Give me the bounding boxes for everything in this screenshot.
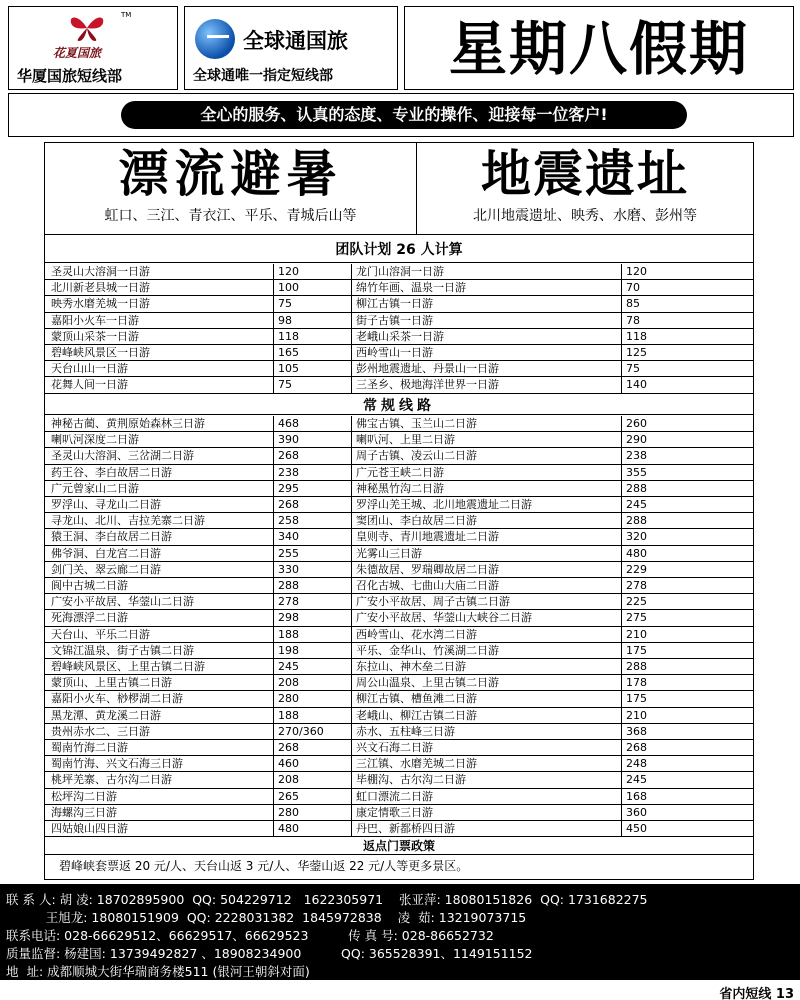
route-name-right: 赤水、五柱峰三日游 — [351, 724, 621, 739]
price-left: 480 — [273, 821, 351, 836]
price-right: 238 — [621, 448, 753, 463]
quanqiutong-caption: 全球通唯一指定短线部 — [193, 68, 333, 84]
price-right: 355 — [621, 465, 753, 480]
table-row — [45, 329, 753, 345]
route-name-left: 蜀南竹海二日游 — [51, 741, 128, 754]
table-row — [45, 513, 753, 529]
route-name-left: 天台山、平乐二日游 — [51, 627, 150, 641]
price-right: 288 — [621, 659, 753, 674]
route-name-left: 碧峰峡风景区一日游 — [51, 346, 150, 359]
route-name-right: 罗浮山羌王城、北川地震遗址二日游 — [351, 497, 621, 512]
price-left: 295 — [273, 481, 351, 496]
quanqiutong-logo-block — [184, 6, 398, 90]
route-name-right: 老峨山采茶一日游 — [351, 329, 621, 344]
route-name-left: 文锦江温泉、街子古镇二日游 — [51, 643, 194, 657]
rafting-banner-title: 漂流避暑 — [118, 144, 343, 203]
table-row — [45, 610, 753, 626]
route-name-left: 圣灵山大溶洞、三岔湖二日游 — [51, 449, 194, 463]
route-name-left: 海螺沟三日游 — [51, 805, 117, 819]
price-right: 288 — [621, 481, 753, 496]
route-name-left: 阆中古城二日游 — [51, 579, 128, 592]
route-name-left: 碧峰峡风景区、上里古镇二日游 — [51, 660, 205, 673]
price-left: 165 — [273, 345, 351, 360]
route-name-left: 北川新老县城一日游 — [51, 281, 150, 295]
route-name-left: 天台山山一日游 — [51, 362, 128, 376]
route-name-right: 康定情歌三日游 — [351, 805, 621, 820]
route-name-left: 黑龙潭、黄龙溪二日游 — [51, 708, 161, 722]
route-name-left: 寻龙山、北川、吉拉羌寨二日游 — [51, 514, 205, 528]
route-name-left: 神秘古蔺、黄荆原始森林三日游 — [51, 417, 205, 430]
price-right: 288 — [621, 513, 753, 528]
price-left: 75 — [273, 377, 351, 392]
route-name-left: 广安小平故居、华蓥山二日游 — [51, 595, 194, 609]
price-right: 210 — [621, 627, 753, 642]
contact-line-2: 王旭龙: 18080151909 QQ: 2228031382 1845972838 凌 茹: 13219073715 — [6, 910, 527, 925]
earthquake-banner-subtitle: 北川地震遗址、映秀、水磨、彭州等 — [473, 208, 697, 224]
route-name-left: 佛爷洞、白龙宫二日游 — [51, 546, 161, 560]
table-row — [45, 432, 753, 448]
table-row — [45, 481, 753, 497]
table-row — [45, 659, 753, 675]
price-left: 208 — [273, 772, 351, 787]
slogan-text: 全心的服务、认真的态度、专业的操作、迎接每一位客户! — [121, 101, 687, 129]
route-name-right: 窦团山、李白故居二日游 — [351, 513, 621, 528]
route-name-left: 蒙顶山采茶一日游 — [51, 329, 139, 343]
price-right: 168 — [621, 789, 753, 804]
price-right: 278 — [621, 578, 753, 593]
price-left: 118 — [273, 329, 351, 344]
earthquake-banner — [417, 143, 753, 235]
earthquake-banner-title: 地震遗址 — [481, 144, 689, 203]
table-row — [45, 578, 753, 594]
route-name-right: 兴文石海二日游 — [351, 740, 621, 755]
price-right: 125 — [621, 345, 753, 360]
price-right: 178 — [621, 675, 753, 690]
route-name-left: 剑门关、翠云廊二日游 — [51, 562, 161, 576]
table-row — [45, 675, 753, 691]
price-right: 229 — [621, 562, 753, 577]
price-left: 258 — [273, 513, 351, 528]
route-name-right: 彭州地震遗址、丹景山一日游 — [351, 361, 621, 376]
price-left: 330 — [273, 562, 351, 577]
price-left: 75 — [273, 296, 351, 311]
huaxia-caption: 华厦国旅短线部 — [17, 67, 123, 85]
price-left: 468 — [273, 416, 351, 431]
table-row — [45, 497, 753, 513]
route-name-left: 映秀水磨羌城一日游 — [51, 297, 150, 311]
price-right: 480 — [621, 546, 753, 561]
price-left: 188 — [273, 627, 351, 642]
table-row — [45, 594, 753, 610]
price-left: 288 — [273, 578, 351, 593]
route-name-left: 四姑娘山四日游 — [51, 822, 128, 835]
table-row — [45, 643, 753, 659]
table-row — [45, 345, 753, 361]
price-right: 78 — [621, 313, 753, 328]
table-row — [45, 465, 753, 481]
route-name-left: 桃坪羌寨、古尔沟二日游 — [51, 773, 172, 787]
price-left: 268 — [273, 448, 351, 463]
table-row — [45, 377, 753, 393]
route-name-right: 朱德故居、罗瑞卿故居二日游 — [351, 562, 621, 577]
price-right: 140 — [621, 377, 753, 392]
route-name-right: 西岭雪山一日游 — [351, 345, 621, 360]
price-right: 268 — [621, 740, 753, 755]
route-name-left: 广元曾家山二日游 — [51, 481, 139, 495]
price-right: 260 — [621, 416, 753, 431]
price-right: 450 — [621, 821, 753, 836]
price-right: 290 — [621, 432, 753, 447]
table-row — [45, 805, 753, 821]
route-name-left: 猿王洞、李白故居二日游 — [51, 530, 172, 544]
route-name-right: 广元苍王峡二日游 — [351, 465, 621, 480]
route-name-left: 嘉阳小火车一日游 — [51, 313, 139, 327]
table-row — [45, 529, 753, 545]
price-right: 368 — [621, 724, 753, 739]
page-header — [8, 6, 794, 90]
route-name-left: 药王谷、李白故居二日游 — [51, 465, 172, 479]
price-left: 340 — [273, 529, 351, 544]
route-name-right: 皇则寺、青川地震遗址二日游 — [351, 529, 621, 544]
trademark-mark: TM — [121, 11, 132, 19]
page-title: 星期八假期 — [404, 6, 794, 90]
route-name-right: 西岭雪山、花水湾二日游 — [351, 627, 621, 642]
route-name-right: 虹口漂流二日游 — [351, 789, 621, 804]
price-left: 238 — [273, 465, 351, 480]
price-left: 208 — [273, 675, 351, 690]
contact-line-1: 联 系 人: 胡 凌: 18702895900 QQ: 504229712 1622305971 张亚萍: 18080151826 QQ: 1731682275 — [6, 892, 648, 907]
price-right: 360 — [621, 805, 753, 820]
price-right: 245 — [621, 497, 753, 512]
route-name-right: 东拉山、神木垒二日游 — [351, 659, 621, 674]
price-right: 275 — [621, 610, 753, 625]
route-name-left: 嘉阳小火车、桫椤湖二日游 — [51, 692, 183, 706]
price-right: 320 — [621, 529, 753, 544]
route-name-right: 喇叭河、上里二日游 — [351, 432, 621, 447]
huaxia-brand-name: 花夏国旅 — [53, 46, 102, 60]
route-name-right: 龙门山溶洞一日游 — [351, 264, 621, 279]
route-name-right: 绵竹年画、温泉一日游 — [351, 280, 621, 295]
price-right: 75 — [621, 361, 753, 376]
price-left: 105 — [273, 361, 351, 376]
price-left: 278 — [273, 594, 351, 609]
contact-block — [0, 884, 800, 980]
table-row — [45, 416, 753, 432]
group-plan-title: 团队计划 26 人计算 — [45, 237, 753, 263]
price-left: 245 — [273, 659, 351, 674]
table-row — [45, 448, 753, 464]
route-name-right: 平乐、金华山、竹溪湖二日游 — [351, 643, 621, 658]
route-name-left: 松坪沟二日游 — [51, 789, 117, 803]
table-row — [45, 264, 753, 280]
table-row — [45, 361, 753, 377]
route-name-left: 圣灵山大溶洞一日游 — [51, 265, 150, 278]
price-left: 120 — [273, 264, 351, 279]
route-name-left: 死海漂浮二日游 — [51, 611, 128, 625]
route-name-right: 召化古城、七曲山大庙二日游 — [351, 578, 621, 593]
table-row — [45, 756, 753, 772]
price-left: 280 — [273, 805, 351, 820]
price-right: 85 — [621, 296, 753, 311]
price-right: 225 — [621, 594, 753, 609]
route-name-left: 罗浮山、寻龙山二日游 — [51, 498, 161, 511]
rafting-banner-subtitle: 虹口、三江、青衣江、平乐、青城后山等 — [104, 208, 357, 224]
route-name-right: 街子古镇一日游 — [351, 313, 621, 328]
route-name-left: 蜀南竹海、兴文石海三日游 — [51, 757, 183, 771]
table-row — [45, 280, 753, 296]
route-name-right: 神秘黑竹沟二日游 — [351, 481, 621, 496]
price-left: 298 — [273, 610, 351, 625]
table-row — [45, 313, 753, 329]
route-name-right: 周公山温泉、上里古镇二日游 — [351, 675, 621, 690]
price-right: 245 — [621, 772, 753, 787]
price-right: 210 — [621, 708, 753, 723]
regular-routes-title: 常规线路 — [45, 397, 753, 415]
route-name-right: 广安小平故居、周子古镇二日游 — [351, 594, 621, 609]
table-row — [45, 789, 753, 805]
policy-text: 碧峰峡套票返 20 元/人、天台山返 3 元/人、华蓥山返 22 元/人等更多景区。 — [59, 859, 469, 873]
route-table — [44, 142, 754, 880]
slogan-bar — [8, 93, 794, 137]
butterfly-logo-icon — [67, 13, 107, 43]
price-left: 100 — [273, 280, 351, 295]
route-name-left: 花舞人间一日游 — [51, 378, 128, 392]
route-name-right: 三江镇、水磨羌城二日游 — [351, 756, 621, 771]
price-left: 255 — [273, 546, 351, 561]
route-name-right: 广安小平故居、华蓥山大峡谷二日游 — [351, 610, 621, 625]
policy-title: 返点门票政策 — [45, 837, 753, 855]
table-row — [45, 691, 753, 707]
price-left: 188 — [273, 708, 351, 723]
price-right: 175 — [621, 643, 753, 658]
table-row — [45, 772, 753, 788]
table-row — [45, 821, 753, 837]
route-name-right: 三圣乡、极地海洋世界一日游 — [351, 377, 621, 392]
table-row — [45, 296, 753, 312]
table-row — [45, 627, 753, 643]
price-left: 460 — [273, 756, 351, 771]
price-left: 270/360 — [273, 724, 351, 739]
route-name-right: 光雾山三日游 — [351, 546, 621, 561]
arrow-icon — [207, 35, 229, 38]
page-footer: 省内短线 13 — [719, 987, 794, 1000]
price-left: 280 — [273, 691, 351, 706]
price-left: 390 — [273, 432, 351, 447]
price-right: 175 — [621, 691, 753, 706]
route-name-left: 喇叭河深度二日游 — [51, 433, 139, 447]
table-row — [45, 708, 753, 724]
address-line: 地 址: 成都顺城大街华瑞商务楼511 (银河王朝斜对面) — [6, 964, 310, 979]
route-name-right: 柳江古镇一日游 — [351, 296, 621, 311]
route-name-right: 老峨山、柳江古镇二日游 — [351, 708, 621, 723]
huaxia-logo-block — [8, 6, 178, 90]
rafting-banner — [45, 143, 417, 235]
price-left: 98 — [273, 313, 351, 328]
price-right: 118 — [621, 329, 753, 344]
contact-phone-line: 联系电话: 028-66629512、66629517、66629523 传 真 号: 028-86652732 — [6, 928, 494, 943]
route-name-right: 周子古镇、凌云山二日游 — [351, 448, 621, 463]
price-left: 265 — [273, 789, 351, 804]
table-row — [45, 546, 753, 562]
price-left: 268 — [273, 497, 351, 512]
route-name-right: 毕棚沟、古尔沟二日游 — [351, 772, 621, 787]
table-row — [45, 740, 753, 756]
route-name-right: 佛宝古镇、玉兰山二日游 — [351, 416, 621, 431]
route-name-right: 丹巴、新都桥四日游 — [351, 821, 621, 836]
price-left: 268 — [273, 740, 351, 755]
route-name-left: 贵州赤水二、三日游 — [51, 724, 150, 738]
table-row — [45, 562, 753, 578]
route-name-right: 柳江古镇、槽鱼滩二日游 — [351, 691, 621, 706]
price-right: 70 — [621, 280, 753, 295]
quanqiutong-brand-name: 全球通国旅 — [243, 29, 348, 53]
globe-icon — [195, 19, 235, 59]
table-row — [45, 724, 753, 740]
price-right: 248 — [621, 756, 753, 771]
price-left: 198 — [273, 643, 351, 658]
quality-supervision-line: 质量监督: 杨建国: 13739492827 、18908234900 QQ: 365528391、1149151152 — [6, 946, 533, 961]
price-right: 120 — [621, 264, 753, 279]
route-name-left: 蒙顶山、上里古镇二日游 — [51, 676, 172, 690]
